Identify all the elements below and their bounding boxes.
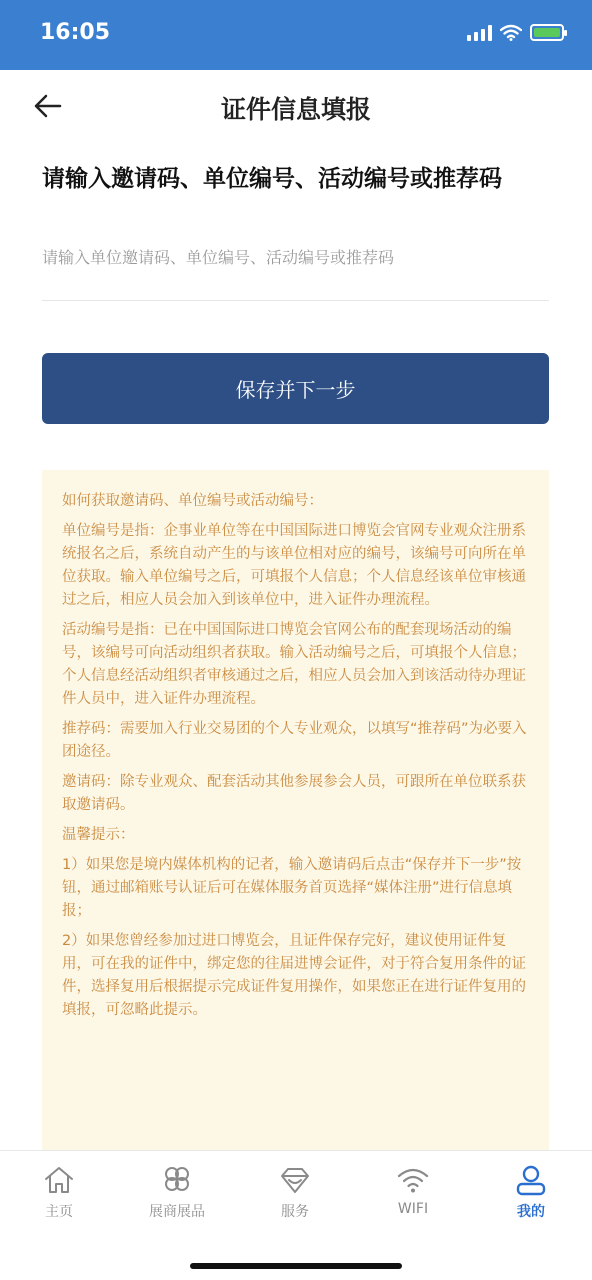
info-heading: 如何获取邀请码、单位编号或活动编号： xyxy=(62,493,323,509)
save-next-button[interactable]: 保存并下一步 xyxy=(42,353,549,424)
code-input[interactable] xyxy=(42,232,549,282)
tab-home[interactable] xyxy=(4,1163,114,1221)
form-heading: 请输入邀请码、单位编号、活动编号或推荐码 xyxy=(42,166,502,192)
tab-wifi-label: WIFI xyxy=(397,1201,429,1217)
info-tip-reuse: 2）如果您曾经参加过进口博览会，且证件保存完好，建议使用证件复用，可在我的证件中，绑定您的往届进博会证件，对于符合复用条件的证件，选择复用后根据提示完成证件复用操作，如果您正在进行证件复用的填报，可忽略此提示。 xyxy=(62,933,526,1018)
page-title: 证件信息填报 xyxy=(220,95,371,124)
tab-wifi[interactable] xyxy=(358,1163,468,1217)
status-icons xyxy=(467,24,564,41)
status-time: 16:05 xyxy=(40,20,111,45)
info-referral-code: 推荐码：需要加入行业交易团的个人专业观众，以填写“推荐码”为必要入团途径。 xyxy=(62,721,527,760)
wifi-icon xyxy=(396,1163,430,1197)
tab-mine-label: 我的 xyxy=(517,1204,545,1220)
battery-icon xyxy=(530,24,564,41)
info-tips-heading: 温馨提示： xyxy=(62,827,135,843)
user-icon xyxy=(514,1163,548,1197)
home-icon xyxy=(42,1163,76,1197)
info-unit-number: 单位编号是指：企事业单位等在中国国际进口博览会官网专业观众注册系统报名之后，系统自动产生的与该单位相对应的编号，该编号可向所在单位获取。输入单位编号之后，可填报个人信息；个人信息经该单位审核通过之后，相应人员会加入到该单位中，进入证件办理流程。 xyxy=(62,523,526,608)
input-divider xyxy=(42,300,549,301)
nav-bar xyxy=(0,70,592,142)
info-activity-number: 活动编号是指：已在中国国际进口博览会官网公布的配套现场活动的编号，该编号可向活动组织者获取。输入活动编号之后，可填报个人信息；个人信息经活动组织者审核通过之后，相应人员会加入到该活动待办理证件人员中，进入证件办理流程。 xyxy=(62,622,526,707)
tab-mine[interactable] xyxy=(476,1163,586,1221)
tab-exhibitors[interactable] xyxy=(122,1163,232,1221)
tab-home-label: 主页 xyxy=(45,1204,73,1220)
tab-bar xyxy=(0,1150,592,1280)
clover-icon xyxy=(160,1163,194,1197)
tab-services[interactable] xyxy=(240,1163,350,1221)
diamond-icon xyxy=(278,1163,312,1197)
tab-exhibitors-label: 展商展品 xyxy=(149,1204,205,1220)
info-box xyxy=(42,470,549,1150)
info-tip-media: 1）如果您是境内媒体机构的记者，输入邀请码后点击“保存并下一步”按钮，通过邮箱账号认证后可在媒体服务首页选择“媒体注册”进行信息填报； xyxy=(62,857,522,919)
status-bar xyxy=(0,0,592,70)
info-invitation-code: 邀请码：除专业观众、配套活动其他参展参会人员，可跟所在单位联系获取邀请码。 xyxy=(62,774,526,813)
home-indicator xyxy=(190,1263,402,1269)
tab-services-label: 服务 xyxy=(281,1204,309,1220)
wifi-status-icon xyxy=(500,24,522,41)
signal-icon xyxy=(467,25,492,41)
